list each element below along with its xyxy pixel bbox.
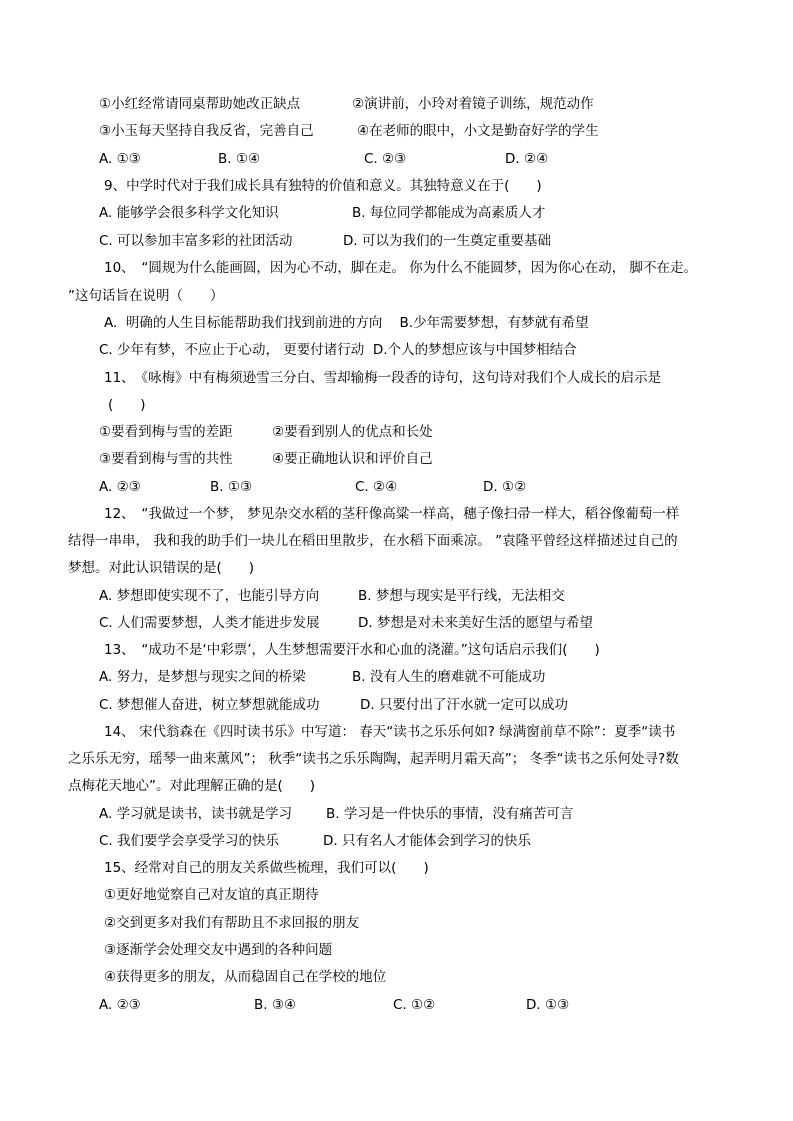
q14-option-d: D. 只有名人才能体会到学习的快乐 xyxy=(323,833,531,849)
q11-stem-line-1: 11、 《咏梅》中有梅须逊雪三分白、雪却输梅一段香的诗句，这句诗对我们个人成长的启示是 xyxy=(104,370,662,386)
q12-option-d: D. 梦想是对未来美好生活的愿望与希望 xyxy=(358,615,593,631)
q9-option-b: B. 每位同学都能成为高素质人才 xyxy=(352,205,546,221)
q9-stem: 9、中学时代对于我们成长具有独特的价值和意义。其独特意义在于( ) xyxy=(104,178,542,194)
q12-stem-line-3: 梦想。对此认识错误的是( ) xyxy=(68,560,255,576)
q15-option-c: C. ①② xyxy=(393,997,436,1013)
q13-option-c: C. 梦想催人奋进，树立梦想就能成功 xyxy=(99,697,320,713)
q8-item-1: ①小红经常请同桌帮助她改正缺点 xyxy=(99,96,301,112)
q14-option-b: B. 学习是一件快乐的事情，没有痛苦可言 xyxy=(326,806,574,822)
q11-option-b: B. ①③ xyxy=(210,479,253,495)
q11-option-c: C. ②④ xyxy=(355,479,398,495)
q11-stem-line-2: ( ) xyxy=(108,397,146,413)
q10-stem-line-2: ”这句话旨在说明（ ） xyxy=(68,288,224,304)
q9-option-a: A. 能够学会很多科学文化知识 xyxy=(99,205,279,221)
q10-stem-line-1: 10、 “圆规为什么能画圆，因为心不动，脚在走。 你为什么不能圆梦，因为你心在动， 脚不在走。 xyxy=(104,260,698,276)
q10-options-cd: C. 少年有梦，不应止于心动， 更要付诸行动 D.个人的梦想应该与中国梦相结合 xyxy=(99,342,577,358)
q11-item-2: ②要看到别人的优点和长处 xyxy=(272,424,433,440)
q13-option-a: A. 努力，是梦想与现实之间的桥梁 xyxy=(99,669,306,685)
q15-stem: 15、经常对自己的朋友关系做些梳理，我们可以( ) xyxy=(104,860,429,876)
q8-item-2: ②演讲前，小玲对着镜子训练，规范动作 xyxy=(352,96,594,112)
q12-option-b: B. 梦想与现实是平行线，无法相交 xyxy=(358,588,565,604)
q15-option-a: A. ②③ xyxy=(99,997,141,1013)
q11-item-1: ①要看到梅与雪的差距 xyxy=(99,424,233,440)
q12-option-a: A. 梦想即使实现不了，也能引导方向 xyxy=(99,588,320,604)
q11-item-3: ③要看到梅与雪的共性 xyxy=(99,451,233,467)
q15-option-d: D. ①③ xyxy=(526,997,570,1013)
q11-item-4: ④要正确地认识和评价自己 xyxy=(272,451,433,467)
q9-option-d: D. 可以为我们的一生奠定重要基础 xyxy=(343,233,551,249)
q8-option-a: A. ①③ xyxy=(99,151,141,167)
q13-option-b: B. 没有人生的磨难就不可能成功 xyxy=(352,669,546,685)
q8-item-4: ④在老师的眼中，小文是勤奋好学的学生 xyxy=(357,123,599,139)
q15-item-4: ④获得更多的朋友，从而稳固自己在学校的地位 xyxy=(104,969,387,985)
q9-option-c: C. 可以参加丰富多彩的社团活动 xyxy=(99,233,293,249)
q14-stem-line-2: 之乐乐无穷，瑶琴一曲来薰风”； 秋季“读书之乐乐陶陶，起弄明月霜天高”； 冬季“读书之乐何处寻?数 xyxy=(68,751,679,767)
q15-option-b: B. ③④ xyxy=(254,997,297,1013)
q11-option-d: D. ①② xyxy=(483,479,527,495)
q14-stem-line-3: 点梅花天地心”。对此理解正确的是( ) xyxy=(68,778,316,794)
q13-stem: 13、 “成功不是‘中彩票’，人生梦想需要汗水和心血的浇灌。”这句话启示我们( ) xyxy=(104,642,600,658)
q11-option-a: A. ②③ xyxy=(99,479,141,495)
q8-option-c: C. ②③ xyxy=(364,151,407,167)
q12-stem-line-1: 12、 “我做过一个梦， 梦见杂交水稻的茎秆像高粱一样高，穗子像扫帚一样大，稻谷像葡萄一样 xyxy=(104,506,680,522)
q14-stem-line-1: 14、 宋代翁森在《四时读书乐》中写道： 春天“读书之乐乐何如? 绿满窗前草不除”：夏季“读书 xyxy=(104,724,676,740)
q15-item-3: ③逐渐学会处理交友中遇到的各种问题 xyxy=(104,942,333,958)
q8-option-b: B. ①④ xyxy=(218,151,261,167)
q13-option-d: D. 只要付出了汗水就一定可以成功 xyxy=(360,697,568,713)
q8-option-d: D. ②④ xyxy=(505,151,549,167)
q8-item-3: ③小玉每天坚持自我反省，完善自己 xyxy=(99,123,314,139)
q14-option-a: A. 学习就是读书，读书就是学习 xyxy=(99,806,293,822)
q14-option-c: C. 我们要学会享受学习的快乐 xyxy=(99,833,280,849)
q12-option-c: C. 人们需要梦想，人类才能进步发展 xyxy=(99,615,320,631)
q15-item-2: ②交到更多对我们有帮助且不求回报的朋友 xyxy=(104,915,360,931)
q12-stem-line-2: 结得一串串， 我和我的助手们一块儿在稻田里散步，在水稻下面乘凉。 ”袁隆平曾经这样描述过自己的 xyxy=(68,533,678,549)
q15-item-1: ①更好地觉察自己对友谊的真正期待 xyxy=(104,887,319,903)
q10-options-ab: A. 明确的人生目标能帮助我们找到前进的方向 B.少年需要梦想，有梦就有希望 xyxy=(104,315,589,331)
